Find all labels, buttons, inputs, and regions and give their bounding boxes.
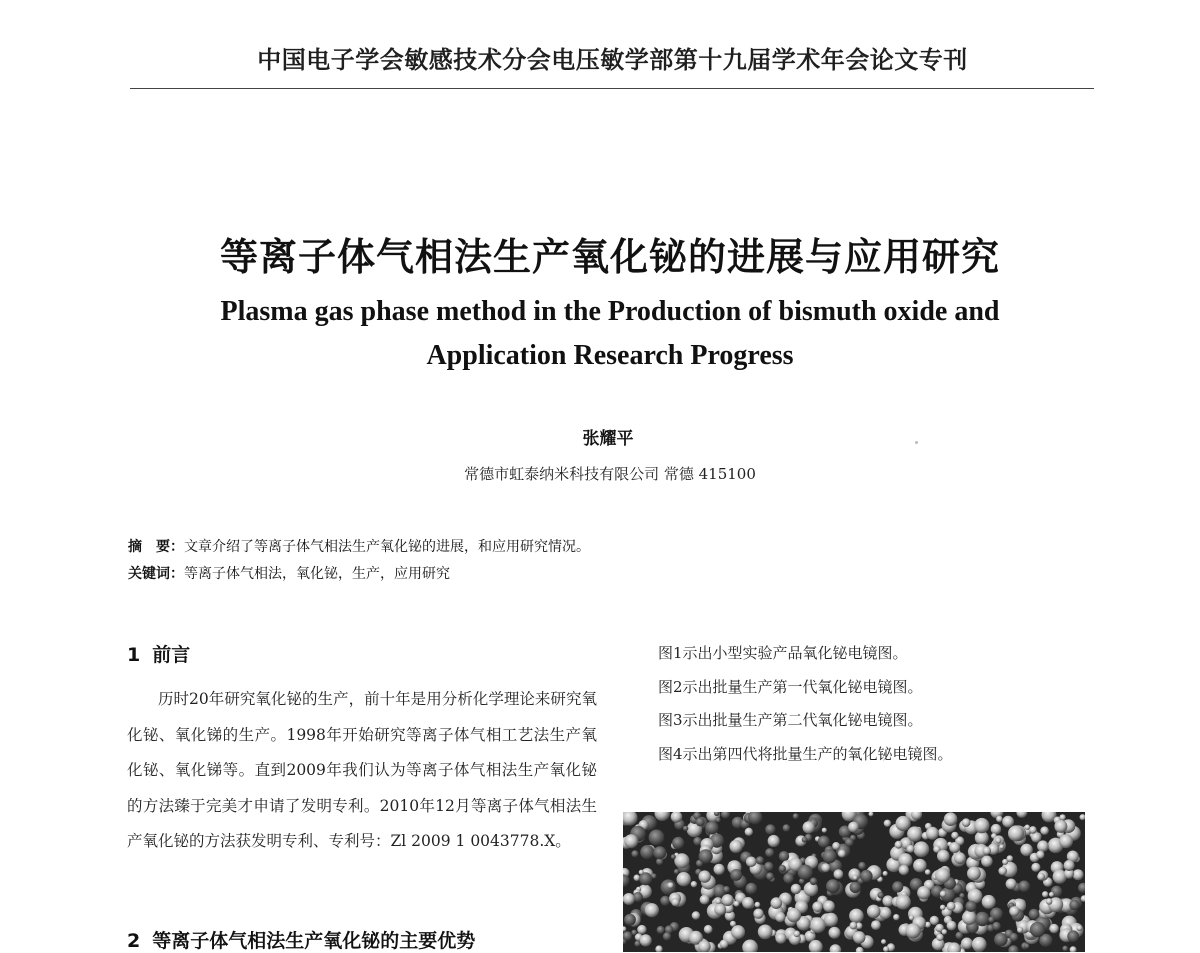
sem-particle	[793, 813, 799, 819]
sem-particle	[1067, 930, 1079, 942]
sem-particle	[824, 913, 838, 927]
sem-particle	[651, 873, 656, 878]
scan-speck	[915, 441, 918, 444]
sem-particle	[775, 912, 785, 922]
sem-particle	[994, 933, 1008, 947]
sem-particle	[850, 882, 861, 893]
sem-particle	[1010, 933, 1019, 942]
sem-particle	[1024, 943, 1029, 948]
sem-particle	[930, 916, 939, 925]
sem-particle	[853, 875, 858, 880]
sem-particle	[818, 836, 830, 848]
sem-particle	[768, 835, 780, 847]
sem-particle	[998, 867, 1007, 876]
sem-particle	[821, 863, 830, 872]
sem-particle	[1054, 820, 1067, 833]
sem-particle	[1002, 859, 1008, 865]
figure-caption-3: 图3示出批量生产第二代氧化铋电镜图。	[658, 711, 923, 729]
sem-particle	[674, 853, 689, 868]
section-1-number: 1	[127, 644, 141, 666]
sem-particle	[765, 824, 775, 834]
running-header: 中国电子学会敏感技术分会电压敏学部第十九届学术年会论文专刊	[257, 46, 968, 74]
sem-particle	[944, 812, 958, 826]
sem-particle	[962, 818, 971, 827]
sem-particle	[653, 846, 666, 859]
sem-particle	[967, 867, 981, 881]
sem-particle	[723, 886, 730, 893]
keywords-label: 关键词：	[128, 566, 184, 582]
sem-particle	[753, 909, 763, 919]
sem-particle	[962, 911, 976, 925]
section-2-title: 等离子体气相法生产氧化铋的主要优势	[152, 930, 476, 952]
sem-particle	[696, 817, 705, 826]
sem-particle	[913, 859, 927, 873]
sem-particle	[940, 891, 947, 898]
sem-particle	[925, 869, 931, 875]
sem-particle	[1029, 909, 1040, 920]
sem-particle	[899, 865, 909, 875]
sem-particle	[935, 868, 950, 883]
sem-particle	[988, 917, 994, 923]
figure-caption-4: 图4示出第四代将批量生产的氧化铋电镜图。	[658, 744, 953, 763]
sem-particle	[729, 840, 742, 853]
sem-particle	[834, 869, 844, 879]
sem-particle	[1025, 825, 1030, 830]
sem-particle	[758, 925, 773, 940]
sem-particle	[720, 940, 729, 949]
sem-particle	[663, 932, 671, 940]
sem-particle	[848, 822, 859, 833]
figure-caption-list	[658, 641, 1098, 775]
sem-particle	[775, 933, 786, 944]
sem-particle	[671, 898, 679, 906]
sem-particle	[766, 872, 774, 880]
sem-particle	[722, 894, 734, 906]
sem-particle	[1049, 924, 1059, 934]
sem-particle	[765, 848, 774, 857]
sem-particle	[657, 926, 665, 934]
sem-particle	[1059, 814, 1065, 820]
sem-particle	[947, 902, 956, 911]
sem-particle	[995, 837, 1001, 843]
sem-particle	[779, 865, 786, 872]
sem-particle	[700, 895, 710, 905]
sem-particle	[810, 878, 818, 886]
sem-particle	[992, 922, 1001, 931]
sem-particle	[731, 925, 745, 939]
sem-particle	[1036, 851, 1044, 859]
sem-particle	[637, 925, 646, 934]
sem-particle	[1073, 869, 1084, 880]
sem-particle	[810, 917, 826, 933]
sem-particle	[1042, 891, 1048, 897]
sem-particle	[823, 849, 837, 863]
sem-particle	[1030, 922, 1045, 937]
section-1-paragraph: 历时20年研究氧化铋的生产，前十年是用分析化学理论来研究氧化铋、氧化锑的生产。1998年开始研究等离子体气相工艺法生产氧化铋、氧化锑等。直到2009年我们认为等离子体气相法生产氧化铋的方法臻于完美才申请了发明专利。2010年12月等离子体气相法生产氧化铋的方法获发明专利、专利号：Zl 2009 1 0043778.X。	[127, 690, 597, 850]
sem-particle	[672, 837, 684, 849]
sem-particle	[764, 862, 773, 871]
paper-title-chinese: 等离子体气相法生产氧化铋的进展与应用研究	[219, 235, 1000, 279]
sem-particle	[850, 922, 858, 930]
sem-particle	[791, 884, 801, 894]
sem-particle	[913, 841, 929, 857]
sem-particle	[798, 865, 813, 880]
sem-particle	[965, 901, 976, 912]
sem-particle	[983, 847, 991, 855]
section-2-heading	[127, 926, 475, 953]
sem-particle	[883, 871, 888, 876]
sem-micrograph-image	[623, 812, 1085, 952]
sem-particle	[954, 852, 966, 864]
sem-particle	[838, 850, 846, 858]
sem-particle	[1077, 925, 1083, 931]
sem-particle	[631, 930, 637, 936]
sem-particle	[1002, 816, 1014, 828]
sem-particle	[849, 909, 864, 924]
sem-particle	[742, 897, 754, 909]
sem-particle	[779, 851, 789, 861]
section-1-heading	[127, 640, 190, 667]
sem-particle	[906, 923, 921, 938]
sem-particle	[704, 925, 713, 934]
sem-particle	[1059, 834, 1073, 848]
sem-particle	[826, 879, 840, 893]
sem-particle	[756, 856, 764, 864]
sem-particle	[1006, 879, 1017, 890]
paper-title-english-line1: Plasma gas phase method in the Production of bismuth oxide and	[220, 296, 1000, 327]
sem-particle	[1037, 873, 1045, 881]
sem-particle	[896, 816, 911, 831]
sem-particle	[981, 856, 993, 868]
keywords	[128, 563, 450, 583]
sem-particle	[940, 905, 946, 911]
sem-particle	[951, 832, 958, 839]
sem-particle	[692, 911, 700, 919]
sem-particle	[755, 902, 761, 908]
sem-particle	[640, 934, 652, 946]
sem-particle	[649, 830, 665, 846]
sem-particle	[822, 828, 827, 833]
sem-particle	[1031, 863, 1040, 872]
sem-particle	[896, 894, 911, 909]
sem-particle	[1017, 927, 1023, 933]
sem-particle	[881, 939, 886, 944]
sem-particle	[802, 837, 808, 843]
sem-particle	[893, 914, 899, 920]
sem-particle	[991, 824, 1002, 835]
sem-particle	[745, 828, 753, 836]
sem-particle	[823, 900, 835, 912]
abstract	[128, 536, 590, 556]
sem-particle	[699, 870, 711, 882]
sem-particle	[1009, 906, 1019, 916]
sem-particle	[884, 820, 891, 827]
sem-particle	[734, 901, 740, 907]
sem-particle	[917, 886, 930, 899]
sem-particle	[794, 931, 801, 938]
sem-particle	[1029, 826, 1037, 834]
sem-particle	[705, 821, 718, 834]
sem-particle	[937, 850, 950, 863]
sem-particle	[974, 818, 989, 833]
sem-particle	[674, 869, 679, 874]
sem-particle	[783, 824, 791, 832]
sem-particle	[961, 938, 973, 950]
sem-particle	[942, 929, 948, 935]
sem-particle	[926, 827, 939, 840]
sem-particle	[883, 946, 889, 952]
sem-particle	[645, 903, 659, 917]
sem-particle	[879, 907, 891, 919]
sem-particle	[832, 842, 840, 850]
sem-particle	[1031, 832, 1041, 842]
sem-particle	[783, 873, 794, 884]
sem-particle	[803, 821, 815, 833]
sem-particle	[982, 895, 996, 909]
sem-particle	[996, 816, 1003, 823]
sem-particle	[634, 941, 640, 947]
sem-particle	[1049, 892, 1054, 897]
sem-particle	[671, 854, 676, 859]
section-1-title: 前言	[152, 644, 191, 666]
sem-particle	[624, 834, 638, 848]
abstract-label: 摘 要：	[128, 539, 184, 555]
sem-particle	[660, 896, 670, 906]
sem-particle	[845, 838, 854, 847]
sem-particle	[699, 849, 713, 863]
sem-particle	[895, 841, 903, 849]
sem-particle	[623, 893, 635, 905]
sem-micrograph-graphic	[623, 812, 1085, 952]
sem-particle	[829, 927, 841, 939]
sem-particle	[907, 845, 915, 853]
sem-particle	[631, 850, 638, 857]
section-2-number: 2	[127, 930, 141, 952]
sem-particle	[677, 872, 691, 886]
sem-particle	[949, 842, 960, 853]
sem-particle	[624, 914, 636, 926]
sem-particle	[1064, 860, 1075, 871]
sem-particle	[1069, 900, 1079, 910]
sem-particle	[878, 892, 884, 898]
figure-caption-1: 图1示出小型实验产品氧化铋电镜图。	[658, 644, 908, 662]
abstract-text: 文章介绍了等离子体气相法生产氧化铋的进展，和应用研究情况。	[184, 539, 590, 555]
sem-particle	[771, 897, 783, 909]
sem-particle	[999, 844, 1004, 849]
sem-particle	[746, 857, 757, 868]
sem-particle	[1037, 840, 1049, 852]
sem-particle	[634, 875, 641, 882]
sem-particle	[640, 845, 654, 859]
sem-particle	[853, 931, 866, 944]
sem-particle	[1062, 946, 1068, 952]
sem-particle	[972, 937, 987, 952]
header-rule	[130, 88, 1094, 89]
paper-title-english-line2: Application Research Progress	[426, 340, 794, 371]
sem-particle	[714, 864, 725, 875]
sem-particle	[639, 870, 644, 875]
sem-particle	[936, 934, 943, 941]
sem-particle	[730, 869, 742, 881]
sem-particle	[858, 862, 866, 870]
sem-particle	[892, 881, 903, 892]
figure-caption-2: 图2示出批量生产第一代氧化铋电镜图。	[658, 677, 923, 696]
sem-particle	[907, 826, 922, 841]
sem-particle	[683, 826, 688, 831]
sem-particle	[867, 905, 881, 919]
keywords-text: 等离子体气相法，氧化铋，生产，应用研究	[184, 566, 450, 582]
sem-particle	[1040, 826, 1049, 835]
sem-particle	[691, 881, 697, 887]
sem-particle	[812, 902, 823, 913]
sem-particle	[715, 817, 721, 823]
sem-particle	[1008, 825, 1024, 841]
sem-particle	[1046, 898, 1053, 905]
sem-particle	[746, 883, 758, 895]
author-name: 张耀平	[582, 429, 634, 449]
author-affiliation: 常德市虹泰纳米科技有限公司 常德 415100	[464, 465, 756, 483]
sem-particle	[667, 882, 673, 888]
sem-particle	[871, 920, 881, 930]
sem-particle	[860, 870, 872, 882]
sem-particle	[787, 908, 801, 922]
sem-particle	[714, 904, 726, 916]
sem-particle	[947, 921, 957, 931]
sem-particle	[1018, 881, 1030, 893]
